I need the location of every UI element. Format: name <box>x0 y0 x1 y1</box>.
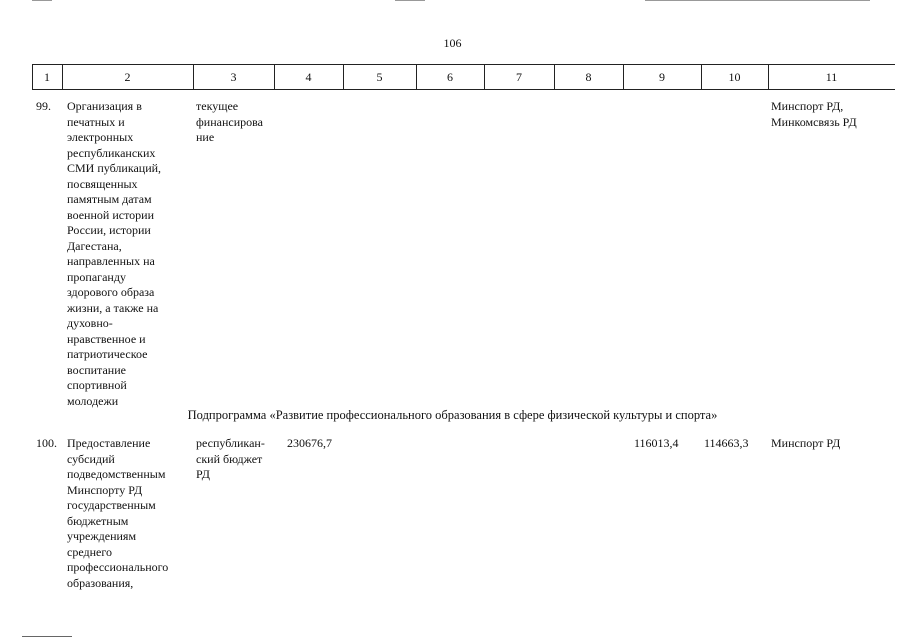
column-header: 11 <box>825 70 838 84</box>
column-header: 5 <box>376 70 383 84</box>
column-header: 9 <box>659 70 665 84</box>
total-amount: 230676,7 <box>287 436 332 450</box>
row-number: 99. <box>36 99 51 113</box>
scan-mark <box>645 0 870 1</box>
funding-source: республикан- ский бюджет РД <box>196 436 265 481</box>
activity-name: Организация в печатных и электронных республиканских СМИ публикаций, посвященных памятным датам военной истории России, истории Дагестана, направленных на пропаганду здорового образа жизни, а также на духовно- нравственное и патриотическое воспитание спортивной молодежи <box>67 99 162 408</box>
funding-source: текущее финансирова ние <box>196 99 263 144</box>
page-number: 106 <box>443 36 462 50</box>
column-header: 3 <box>230 70 237 84</box>
table-header-row <box>32 64 895 90</box>
column-header: 8 <box>585 70 592 84</box>
scan-mark <box>32 0 52 1</box>
scan-mark <box>22 636 72 637</box>
scan-mark <box>395 0 425 1</box>
column-header: 1 <box>44 70 50 84</box>
column-header: 6 <box>447 70 453 84</box>
row-number: 100. <box>36 436 57 450</box>
activity-name: Предоставление субсидий подведомственным Минспорту РД государственным бюджетным учреждениям среднего профессионального образования, <box>67 436 169 590</box>
column-header: 7 <box>516 70 522 84</box>
column-header: 2 <box>124 70 131 84</box>
amount-col10: 114663,3 <box>704 436 749 450</box>
executor: Минспорт РД <box>771 436 841 450</box>
column-header: 10 <box>728 70 741 84</box>
executor: Минспорт РД, Минкомсвязь РД <box>771 99 857 129</box>
amount-col9: 116013,4 <box>634 436 679 450</box>
subprogram-title: Подпрограмма «Развитие профессионального образования в сфере физической культуры и спорта» <box>187 408 718 422</box>
column-header: 4 <box>305 70 312 84</box>
